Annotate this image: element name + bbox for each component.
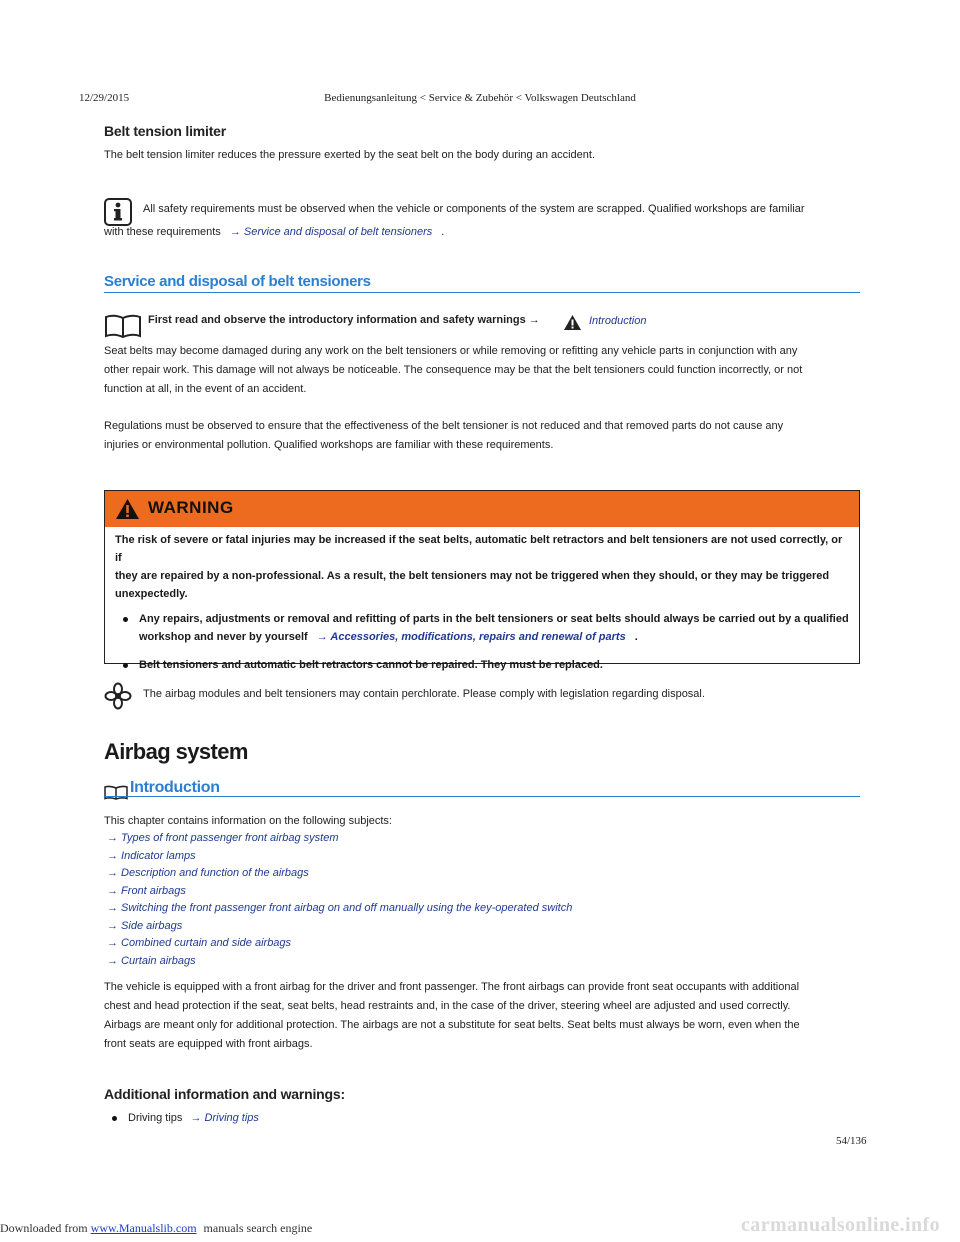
service-para-2-line: Regulations must be observed to ensure that the effectiveness of the belt tensioner is not reduced and that removed parts do not cause any <box>104 420 784 432</box>
driving-tips-link[interactable]: → Driving tips <box>190 1112 259 1124</box>
warning-triangle-icon <box>563 314 582 336</box>
airbag-paragraph-line: The vehicle is equipped with a front airbag for the driver and front passenger. The front airbags can provide front seat occupants with additional <box>104 981 800 993</box>
read-first-text <box>148 314 540 326</box>
service-para-2-line: injuries or environmental pollution. Qualified workshops are familiar with these requirements. <box>104 439 554 451</box>
warning-bullet-1-line: Any repairs, adjustments or removal and refitting of parts in the belt tensioners or seat belts should always be carried out by a qualified <box>139 613 849 625</box>
warning-label: WARNING <box>148 498 234 517</box>
header-date: 12/29/2015 <box>79 92 130 104</box>
book-icon <box>104 785 128 805</box>
service-section-rule <box>104 292 860 293</box>
flower-icon <box>104 682 132 715</box>
subject-link[interactable]: → Side airbags <box>107 919 183 932</box>
airbag-paragraph <box>104 978 800 1054</box>
manualslib-link[interactable]: www.Manualslib.com <box>90 1221 197 1235</box>
footer-suffix: manuals search engine <box>203 1221 313 1235</box>
subject-link[interactable]: → Curtain airbags <box>107 954 196 967</box>
service-para-1-line: function at all, in the event of an accident. <box>104 383 307 395</box>
service-section-title: Service and disposal of belt tensioners <box>104 273 371 290</box>
driving-tips-label: Driving tips <box>128 1112 183 1124</box>
subject-link[interactable]: → Front airbags <box>107 884 186 897</box>
service-para-1-line: Seat belts may become damaged during any work on the belt tensioners or while removing or refitting any vehicle parts in conjunction with any <box>104 345 798 357</box>
warning-body <box>105 527 859 674</box>
read-first-label: First read and observe the introductory information and safety warnings <box>148 314 526 326</box>
subject-links <box>107 830 572 970</box>
airbag-paragraph-line: front seats are equipped with front airbags. <box>104 1038 313 1050</box>
warning-bullet-2-line: Belt tensioners and automatic belt retractors cannot be repaired. They must be replaced. <box>139 659 603 671</box>
subject-link[interactable]: → Description and function of the airbags <box>107 867 309 879</box>
warning-bullet-1-period: . <box>634 631 638 643</box>
footer-prefix: Downloaded from <box>0 1221 88 1235</box>
subject-link[interactable]: → Combined curtain and side airbags <box>107 937 292 949</box>
info-note-line2 <box>104 223 444 242</box>
airbag-paragraph-line: Airbags are meant only for additional protection. The airbags are not a substitute for seat belts. Seat belts must always be worn, even when the <box>104 1019 800 1031</box>
subject-link[interactable]: → Indicator lamps <box>107 849 196 862</box>
belt-limiter-title: Belt tension limiter <box>104 123 227 139</box>
introduction-title: Introduction <box>130 779 220 796</box>
info-note-line1: All safety requirements must be observed when the vehicle or components of the system are scrapped. Qualified workshops are familiar <box>143 203 805 215</box>
header-title: Bedienungsanleitung < Service & Zubehör < Volkswagen Deutschland <box>324 92 636 104</box>
info-note-period: . <box>441 226 445 238</box>
introduction-link[interactable]: Introduction <box>589 315 647 327</box>
warning-intro-line: unexpectedly. <box>115 588 188 600</box>
service-disposal-link[interactable]: → Service and disposal of belt tensioners <box>229 226 433 238</box>
warning-intro-line: The risk of severe or fatal injuries may be increased if the seat belts, automatic belt retractors and belt tensioners are not used correctly, or if <box>115 534 843 564</box>
driving-tips-item <box>104 1109 960 1128</box>
warning-bullet-2 <box>115 656 849 674</box>
environment-note: The airbag modules and belt tensioners may contain perchlorate. Please comply with legislation regarding disposal. <box>143 688 705 700</box>
read-first-arrow: → <box>528 314 540 326</box>
accessories-link[interactable]: → Accessories, modifications, repairs and renewal of parts <box>316 631 626 643</box>
warning-bullet-1-prefix: workshop and never by yourself <box>139 631 308 643</box>
subject-link[interactable]: → Switching the front passenger front airbag on and off manually using the key-operated switch <box>107 902 573 914</box>
page-number: 54/136 <box>836 1135 867 1147</box>
watermark: carmanualsonline.info <box>741 1214 940 1236</box>
warning-intro-line: they are repaired by a non-professional. As a result, the belt tensioners may not be triggered when they should, or they may be triggered <box>115 570 830 582</box>
additional-info-title: Additional information and warnings: <box>104 1086 345 1102</box>
service-para-1-line: other repair work. This damage will not always be noticeable. The consequence may be that the belt tensioners could function incorrectly, or not <box>104 364 803 376</box>
book-icon <box>104 313 142 344</box>
warning-header-icon <box>115 498 140 525</box>
service-para-1 <box>104 342 802 399</box>
subject-link[interactable]: → Types of front passenger front airbag system <box>107 832 339 844</box>
info-icon <box>104 198 132 226</box>
info-note-prefix: with these requirements <box>104 226 221 238</box>
warning-bullet-1 <box>115 610 849 646</box>
chapter-contains: This chapter contains information on the following subjects: <box>104 815 392 827</box>
warning-bullet-1-line2 <box>139 628 849 646</box>
introduction-rule <box>104 796 860 797</box>
airbag-paragraph-line: chest and head protection if the seat, seat belts, head restraints and, in the case of the driver, steering wheel are adjusted and used correctly. <box>104 1000 791 1012</box>
warning-header <box>105 491 859 527</box>
warning-box <box>104 490 860 671</box>
belt-limiter-text: The belt tension limiter reduces the pressure exerted by the seat belt on the body during an accident. <box>104 149 596 161</box>
footer <box>0 1221 312 1236</box>
service-para-2 <box>104 417 783 455</box>
airbag-title: Airbag system <box>104 739 248 764</box>
